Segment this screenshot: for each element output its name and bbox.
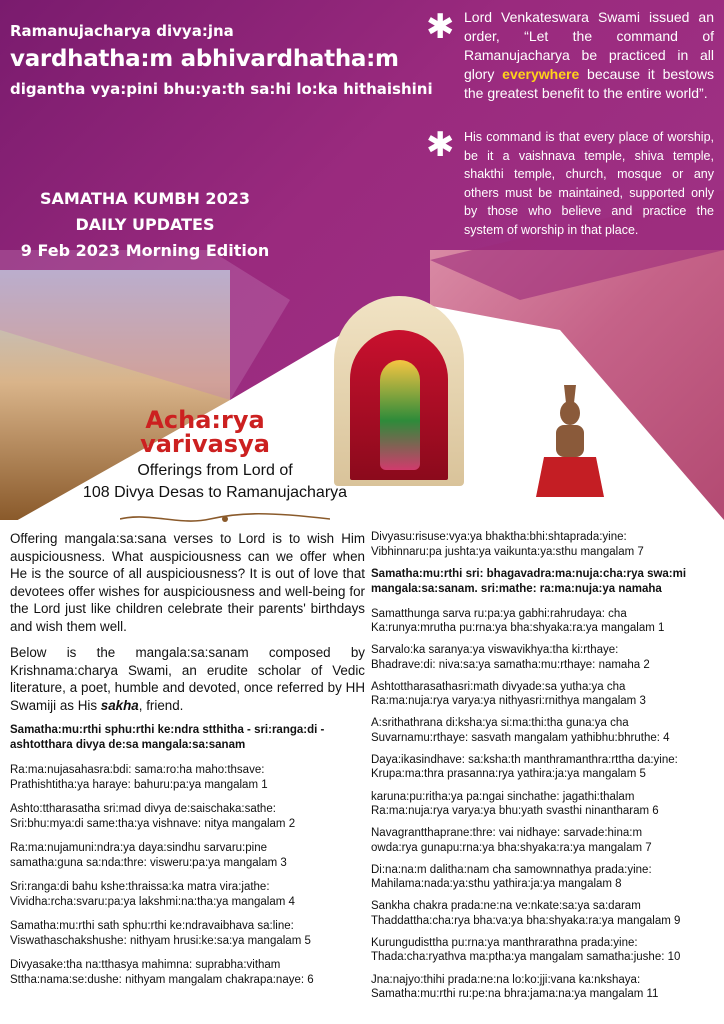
verse-line-2: Suvarnamu:rthaye: sasvath mangalam yathibhu:bhruthe: 4 — [371, 731, 670, 744]
verse-line-2: Vibhinnaru:pa jushta:ya vaikunta:ya:sthu mangalam 7 — [371, 545, 644, 558]
verse-line-2: owda:rya gunapu:rna:ya bha:shyaka:ra:ya mangalam 7 — [371, 841, 652, 854]
verse-block — [371, 643, 716, 672]
verse-line-2: Samatha:mu:rthi ru:pe:na bhra:jama:na:ya mangalam 11 — [371, 988, 659, 1001]
verse-line-1: Divyasu:risuse:vya:ya bhaktha:bhi:shtaprada:yine: — [371, 531, 627, 543]
deity-figure — [380, 360, 420, 470]
subtitle-line-2: 108 Divya Desas to Ramanujacharya — [82, 484, 348, 501]
left-diagonal-overlay — [0, 250, 290, 400]
verse-block — [10, 919, 365, 948]
verse-block — [371, 863, 716, 892]
verse-line-2: Ra:ma:nuja:rya varya:ya nithyasri:rnithya mangalam 3 — [371, 695, 646, 708]
verse-line-2: Thada:cha:ryathva ma:ptha:ya mangalam samatha:jushe: 10 — [371, 951, 681, 964]
verse-line-1: Samatthunga sarva ru:pa:ya gabhi:rahrudaya: cha — [371, 607, 627, 620]
edition-block — [0, 186, 290, 264]
verse-line-2: Viswathaschakshushe: nithyam hrusi:ke:sa:ya mangalam 5 — [10, 934, 311, 947]
section-title — [100, 408, 310, 456]
header-line-3: digantha vya:pini bhu:ya:th sa:hi lo:ka hithaishini — [10, 80, 433, 98]
verse-line-1: Ashto:ttharasatha sri:mad divya de:saischaka:sathe: — [10, 803, 276, 815]
verse-line-1: Di:na:na:m dalitha:nam cha samownnathya prada:yine: — [371, 863, 652, 876]
verse-block — [371, 753, 716, 782]
verse-line-1: Ra:ma:nujasahasra:bdi: sama:ro:ha maho:thsave: — [10, 764, 265, 776]
command-paragraph-2: His command is that every place of worship, be it a vaishnava temple, shiva temple, shakthi temple, church, mosque or any others must be maintained, supported only by those who believe and practice the system of worship in that place. — [464, 130, 714, 237]
verse-block — [371, 680, 716, 709]
verse-line-2: Thaddattha:cha:rya bha:va:ya bha:shyaka:ra:ya mangalam 9 — [371, 914, 681, 927]
intro-text-b: , friend. — [138, 697, 184, 713]
edition-line-3: 9 Feb 2023 Morning Edition — [20, 241, 270, 260]
edition-line-1: SAMATHA KUMBH 2023 — [40, 189, 250, 208]
intro-paragraph-2 — [10, 644, 365, 714]
verse-block — [371, 973, 716, 1002]
verse-block — [371, 790, 716, 819]
verse-line-2: Mahilama:nada:ya:sthu yathira:ja:ya mangalam 8 — [371, 878, 622, 891]
verse-line-2: Vividha:rcha:svaru:pa:ya lakshmi:na:tha:ya mangalam 4 — [10, 895, 295, 908]
verse-block — [371, 530, 716, 559]
verse-block — [371, 826, 716, 855]
verse-block — [371, 607, 716, 636]
left-heading: Samatha:mu:rthi sphu:rthi ke:ndra stthitha - sri:ranga:di - ashtotthara divya de:sa mangala:sa:sanam — [10, 724, 325, 751]
verse-line-2: Ka:runya:mrutha pu:rna:ya bha:shyaka:ra:ya mangalam 1 — [371, 622, 665, 635]
verse-line-2: Sttha:nama:se:dushe: nithyam mangalam chakrapa:naye: 6 — [10, 973, 314, 986]
verse-block — [371, 899, 716, 928]
section-title-line-2: varivasya — [140, 430, 270, 458]
verse-line-1: Daya:ikasindhave: sa:ksha:th manthramanthra:rttha da:yine: — [371, 753, 678, 766]
verse-line-1: A:srithathrana di:ksha:ya si:ma:thi:tha guna:ya cha — [371, 717, 629, 730]
verse-line-1: karuna:pu:ritha:ya pa:ngai sinchathe: jagathi:thalam — [371, 790, 635, 803]
ornamental-divider — [120, 512, 330, 526]
verse-line-1: Jna:najyo:thihi prada:ne:na lo:ko:jji:vana ka:nkshaya: — [371, 973, 641, 986]
verse-block — [371, 716, 716, 745]
asterisk-icon: ✱ — [426, 125, 455, 165]
verse-line-2: Ra:ma:nuja:rya varya:ya bhu:yath svasthi ninantharam 6 — [371, 805, 659, 818]
right-heading: Samatha:mu:rthi sri: bhagavadra:ma:nuja:cha:rya swa:mi mangala:sa:sanam. sri:mathe: ra:ma:nuja:ya namaha — [371, 567, 687, 595]
header-line-1: Ramanujacharya divya:jna — [10, 22, 234, 40]
verse-block — [10, 841, 365, 870]
verse-line-1: Sri:ranga:di bahu kshe:thraissa:ka matra vira:jathe: — [10, 881, 270, 893]
command-text-a: Lord Venkateswara Swami issued an order, “Let the command of Ramanujacharya be practiced in all glory — [464, 9, 714, 82]
priest-figure — [530, 385, 610, 500]
section-title-line-1: Acha:rya — [145, 406, 265, 434]
header-line-2: vardhatha:m abhivardhatha:m — [10, 46, 399, 72]
verse-line-1: Sarvalo:ka saranya:ya viswavikhya:tha ki:rthaye: — [371, 644, 619, 657]
verse-block — [10, 763, 365, 792]
verse-line-1: Samatha:mu:rthi sath sphu:rthi ke:ndravaibhava sa:line: — [10, 920, 294, 932]
intro-emphasis: sakha — [100, 697, 139, 713]
verse-block — [10, 802, 365, 831]
intro-paragraph-1: Offering mangala:sa:sana verses to Lord is to wish Him auspiciousness. What auspiciousness can we offer when He is the source of all auspiciousness? It is out of love that devotees offer wishes for auspiciousness and well-being for the Lord just like children celebrate their parents' birthdays and wish them well. — [10, 531, 365, 634]
command-text-b: because it bestows the greatest benefit to the entire world”. — [464, 66, 714, 101]
intro-text-a: Below is the mangala:sa:sanam composed by Krishnama:charya Swami, an erudite scholar of Vedic literature, a poet, humble and devoted, once referred by HH Swamiji as His — [10, 645, 365, 713]
command-paragraph-1 — [464, 8, 714, 103]
verse-line-1: Sankha chakra prada:ne:na ve:nkate:sa:ya sa:daram — [371, 900, 641, 913]
verse-line-1: Kurungudisttha pu:rna:ya manthrarathna prada:yine: — [371, 936, 638, 949]
verse-line-2: Prathishtitha:ya haraye: bahuru:pa:ya mangalam 1 — [10, 778, 268, 791]
verse-line-1: Ashtottharasathasri:math divyade:sa yutha:ya cha — [371, 680, 626, 693]
verse-line-1: Navagrantthaprane:thre: vai nidhaye: sarvade:hina:m — [371, 827, 643, 840]
verse-block — [371, 936, 716, 965]
verse-line-2: Bhadrave:di: niva:sa:ya samatha:mu:rthaye: namaha 2 — [371, 658, 650, 671]
verse-line-2: Krupa:ma:thra prasanna:rya yathira:ja:ya mangalam 5 — [371, 768, 646, 781]
right-column — [371, 530, 716, 1009]
subtitle-line-1: Offerings from Lord of — [137, 462, 293, 479]
command-highlight: everywhere — [502, 66, 580, 82]
verse-block — [10, 880, 365, 909]
asterisk-icon: ✱ — [426, 7, 455, 47]
verse-line-2: Sri:bhu:mya:di same:tha:ya vishnave: nitya mangalam 2 — [10, 817, 296, 830]
section-subtitle — [40, 460, 390, 504]
left-column — [10, 530, 365, 997]
edition-line-2: DAILY UPDATES — [75, 215, 215, 234]
verse-line-1: Ra:ma:nujamuni:ndra:ya daya:sindhu sarvaru:pine — [10, 842, 267, 854]
verse-line-2: samatha:guna sa:nda:thre: visweru:pa:ya mangalam 3 — [10, 856, 287, 869]
verse-line-1: Divyasake:tha na:tthasya mahimna: suprabha:vitham — [10, 959, 281, 971]
verse-block — [10, 958, 365, 987]
